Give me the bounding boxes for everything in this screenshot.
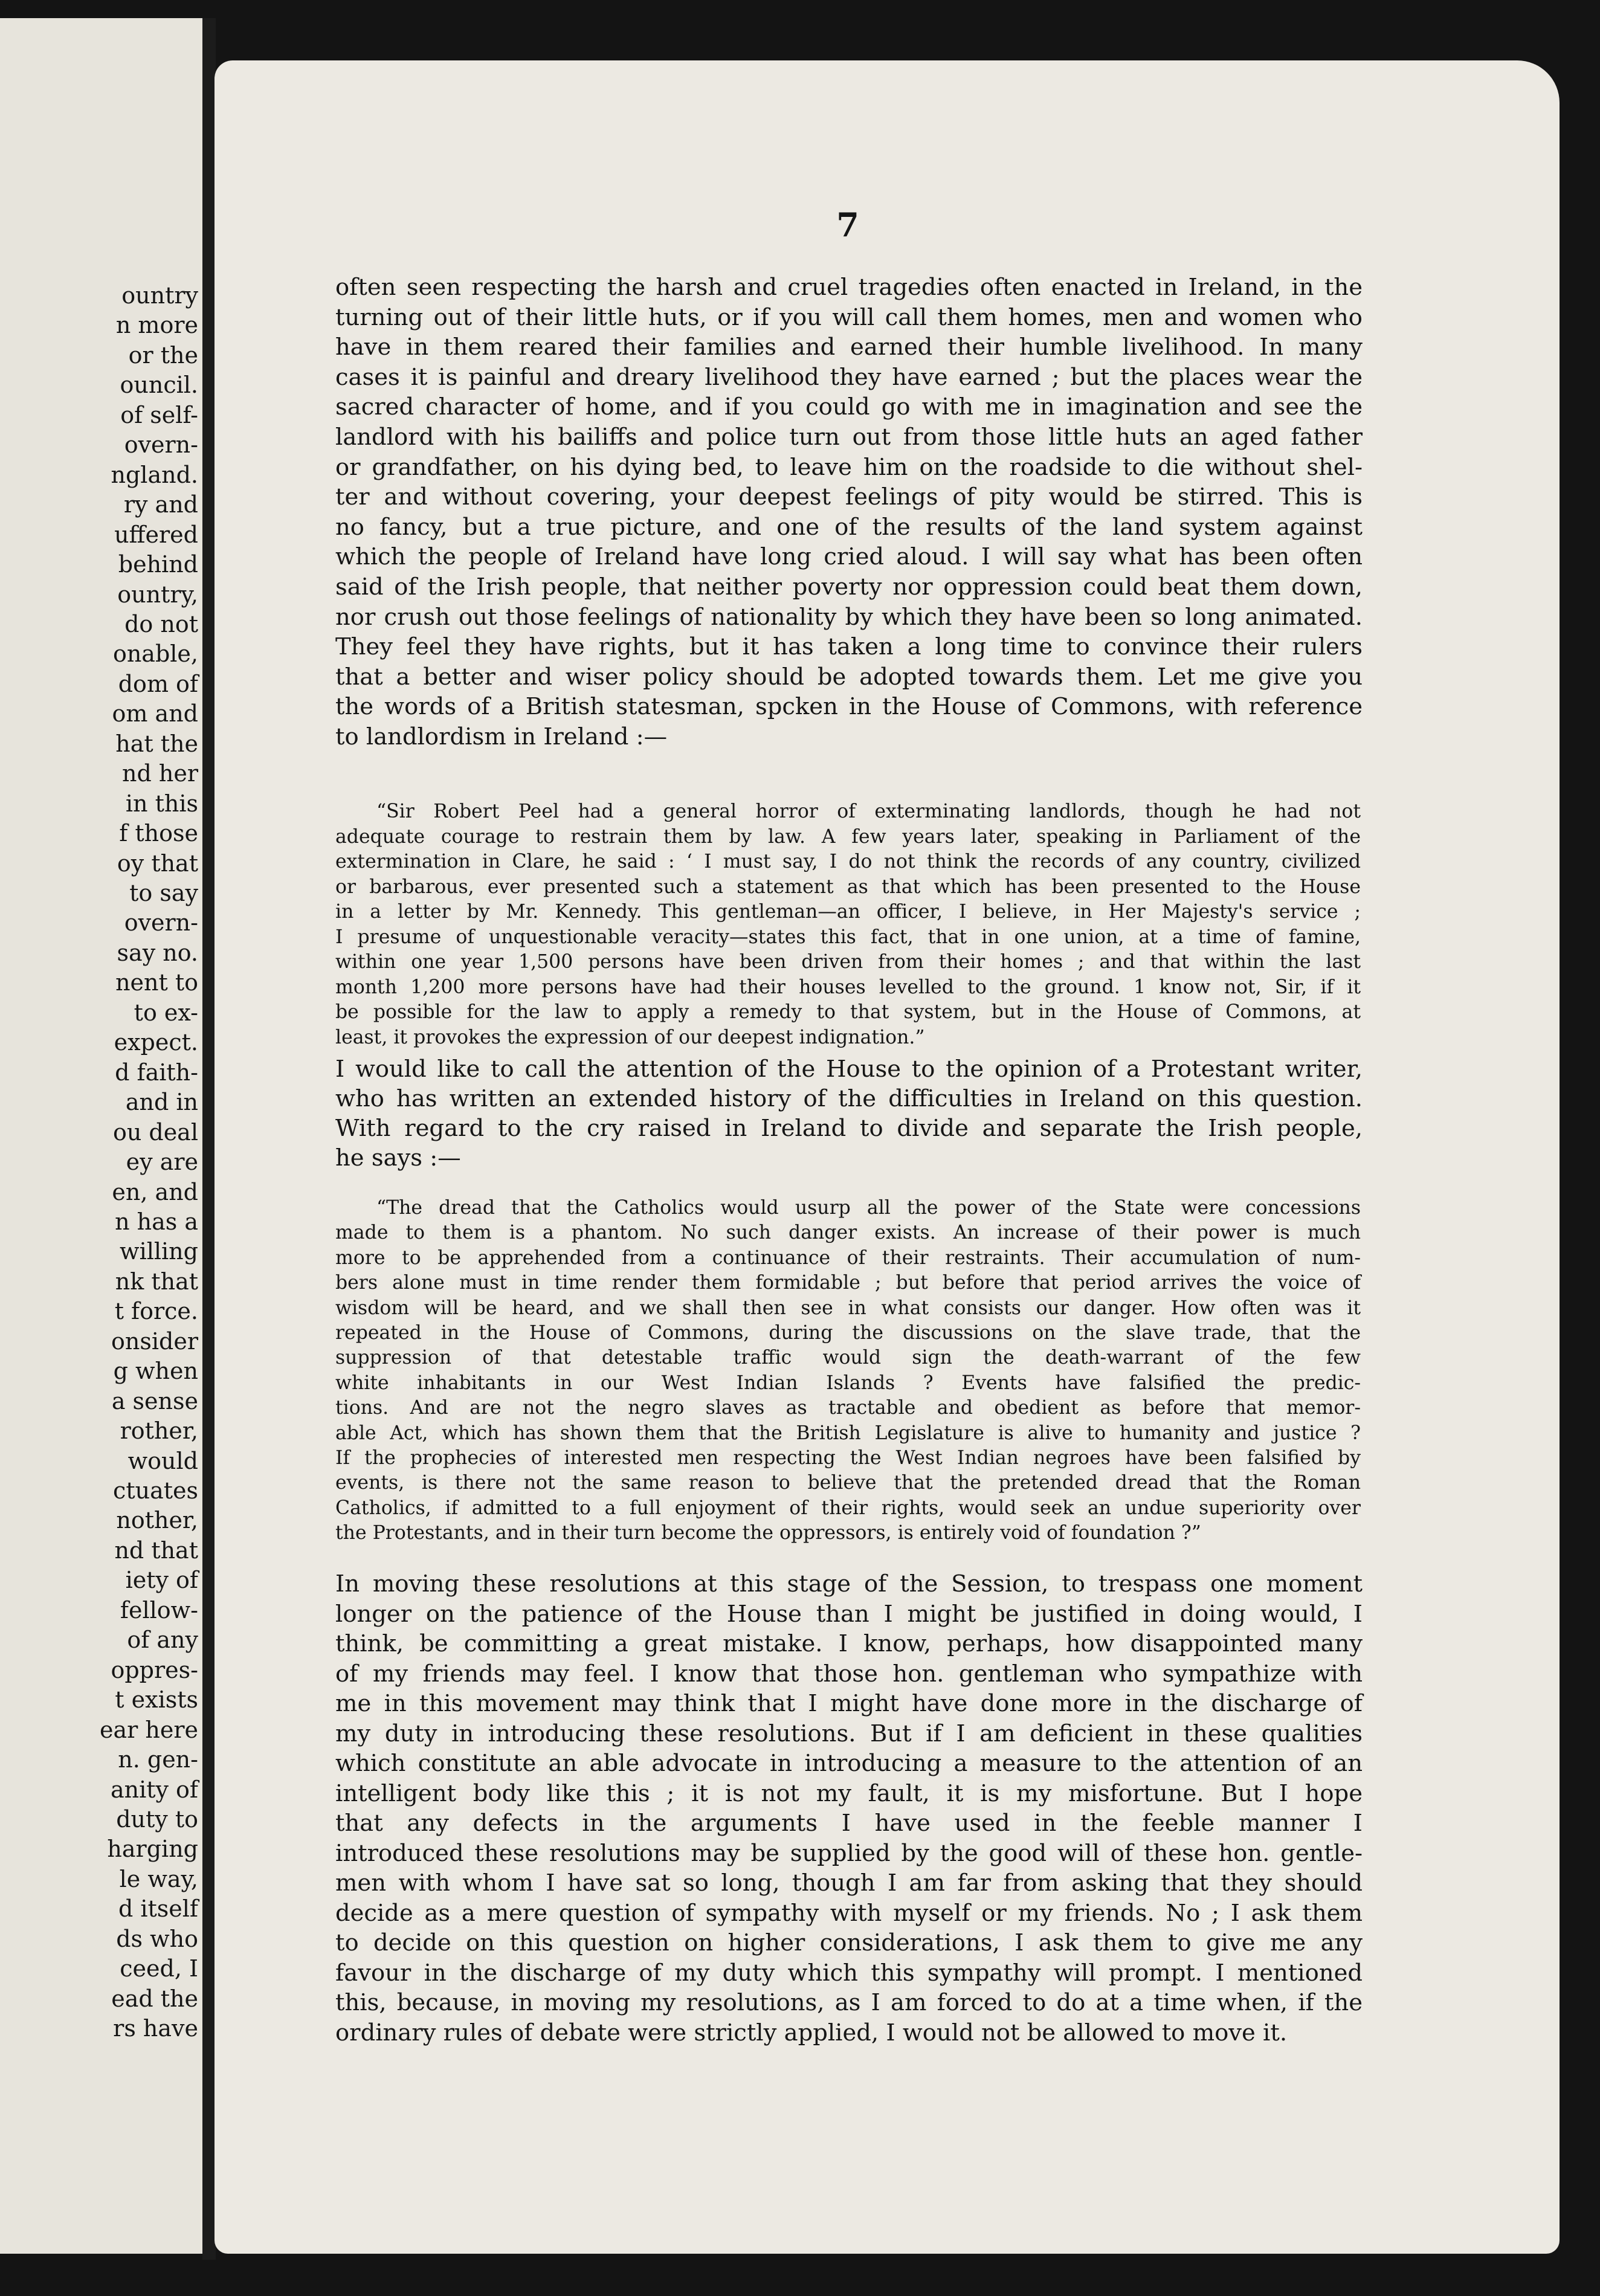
body-paragraph-line: They feel they have rights, but it has taken a long time to convince their rulers bbox=[335, 633, 1363, 661]
left-page-fragment: ds who bbox=[116, 1925, 198, 1952]
left-page-fragment: duty to bbox=[116, 1805, 198, 1833]
left-page-fragment: rs have bbox=[113, 2015, 198, 2042]
left-page-fragment: n. gen- bbox=[118, 1746, 198, 1773]
block-quote-line: able Act, which has shown them that the British Legislature is alive to humanity and justice ? bbox=[335, 1422, 1361, 1444]
block-quote-line: bers alone must in time render them formidable ; but before that period arrives the voice of bbox=[335, 1272, 1361, 1294]
block-quote-line: I presume of unquestionable veracity—states this fact, that in one union, at a time of famine, bbox=[335, 926, 1361, 948]
block-quote-line: be possible for the law to apply a remedy to that system, but in the House of Commons, at bbox=[335, 1001, 1361, 1023]
block-quote-line: made to them is a phantom. No such danger exists. An increase of their power is much bbox=[335, 1222, 1361, 1244]
body-paragraph-line: decide as a mere question of sympathy with myself or my friends. No ; I ask them bbox=[335, 1899, 1363, 1927]
left-page-fragment: ry and bbox=[123, 491, 198, 518]
left-page-fragment: nk that bbox=[115, 1268, 198, 1295]
block-quote-line: If the prophecies of interested men respecting the West Indian negroes have been falsified by bbox=[335, 1447, 1361, 1469]
left-page-fragment: overn- bbox=[124, 909, 198, 937]
body-paragraph-line: men with whom I have sat so long, though I am far from asking that they should bbox=[335, 1869, 1363, 1897]
left-page-fragment: nother, bbox=[116, 1507, 198, 1534]
body-paragraph-line: introduced these resolutions may be supplied by the good will of these hon. gentle- bbox=[335, 1839, 1363, 1867]
body-paragraph-line: longer on the patience of the House than I might be justified in doing would, I bbox=[335, 1600, 1363, 1628]
left-page-fragment: a sense bbox=[111, 1387, 198, 1414]
left-page-fragment: n more bbox=[115, 312, 198, 339]
left-page-fragment: willing bbox=[120, 1238, 198, 1265]
block-quote-line: more to be apprehended from a continuance of their restraints. Their accumulation of num- bbox=[335, 1246, 1361, 1269]
block-quote-line: suppression of that detestable traffic would sign the death-warrant of the few bbox=[335, 1347, 1361, 1369]
left-page-fragment: and in bbox=[125, 1089, 198, 1116]
left-page-fragment: g when bbox=[113, 1358, 198, 1385]
left-page-fragment: expect. bbox=[114, 1029, 198, 1056]
left-page-fragment: dom of bbox=[118, 670, 198, 697]
left-page-fragment: do not bbox=[124, 610, 198, 637]
block-quote-line: adequate courage to restrain them by law. A few years later, speaking in Parliament of the bbox=[335, 825, 1361, 848]
body-paragraph-line: I would like to call the attention of the House to the opinion of a Protestant writer, bbox=[335, 1056, 1363, 1083]
block-quote-line: “Sir Robert Peel had a general horror of exterminating landlords, though he had not bbox=[376, 801, 1361, 822]
body-paragraph-line: which constitute an able advocate in introducing a measure to the attention of an bbox=[335, 1750, 1363, 1777]
block-quote-line: within one year 1,500 persons have been driven from their homes ; and that within the last bbox=[335, 951, 1361, 973]
left-page-fragment: ngland. bbox=[111, 461, 198, 488]
page-number: 7 bbox=[836, 205, 859, 244]
body-paragraph-line: which the people of Ireland have long cried aloud. I will say what has been often bbox=[335, 543, 1363, 571]
left-page-fragment: n has a bbox=[115, 1208, 198, 1235]
body-paragraph-line: In moving these resolutions at this stage of the Session, to trespass one moment bbox=[335, 1570, 1363, 1598]
block-quote-line: the Protestants, and in their turn become the oppressors, is entirely void of foundation ?” bbox=[335, 1522, 1201, 1544]
left-page-fragment: ey are bbox=[126, 1149, 198, 1176]
body-paragraph-line: this, because, in moving my resolutions, as I am forced to do at a time when, if the bbox=[335, 1989, 1363, 2016]
block-quote-line: month 1,200 more persons have had their houses levelled to the ground. 1 know not, Sir, if it bbox=[335, 976, 1361, 998]
left-page-fragment: nd that bbox=[114, 1537, 198, 1564]
body-paragraph-line: favour in the discharge of my duty which this sympathy will prompt. I mentioned bbox=[335, 1959, 1363, 1987]
body-paragraph-line: to landlordism in Ireland :— bbox=[335, 723, 668, 750]
left-page-fragment: onsider bbox=[111, 1327, 198, 1355]
left-page-fragment: d faith- bbox=[115, 1059, 198, 1086]
body-paragraph-line: ter and without covering, your deepest feelings of pity would be stirred. This is bbox=[335, 483, 1363, 511]
block-quote-line: wisdom will be heard, and we shall then see in what consists our danger. How often was it bbox=[335, 1297, 1361, 1319]
body-paragraph-line: to decide on this question on higher considerations, I ask them to give me any bbox=[335, 1929, 1363, 1956]
left-page-fragment: ceed, I bbox=[120, 1955, 198, 1982]
block-quote-line: white inhabitants in our West Indian Islands ? Events have falsified the predic- bbox=[335, 1372, 1361, 1394]
left-page-fragment: overn- bbox=[124, 431, 198, 459]
body-paragraph-line: the words of a British statesman, spcken in the House of Commons, with reference bbox=[335, 693, 1363, 721]
body-paragraph-line: of my friends may feel. I know that those hon. gentleman who sympathize with bbox=[335, 1660, 1363, 1688]
left-page-fragment: fellow- bbox=[120, 1596, 198, 1624]
body-paragraph-line: that a better and wiser policy should be adopted towards them. Let me give you bbox=[335, 663, 1363, 691]
left-page-fragment: t force. bbox=[114, 1298, 198, 1325]
body-paragraph-line: cases it is painful and dreary livelihood they have earned ; but the places wear the bbox=[335, 363, 1363, 391]
left-page-fragment: to say bbox=[129, 880, 198, 906]
body-paragraph-line: often seen respecting the harsh and cruel tragedies often enacted in Ireland, in the bbox=[335, 274, 1363, 301]
left-page-fragment: anity of bbox=[110, 1776, 198, 1803]
body-paragraph-line: ordinary rules of debate were strictly applied, I would not be allowed to move it. bbox=[335, 2019, 1288, 2046]
left-page-fragment: harging bbox=[107, 1836, 198, 1863]
left-page-fragment: ctuates bbox=[113, 1477, 198, 1504]
block-quote-line: extermination in Clare, he said : ‘ I must say, I do not think the records of any country, civilized bbox=[335, 851, 1361, 872]
adjacent-left-page bbox=[0, 18, 205, 2254]
left-page-fragment: of any bbox=[127, 1627, 198, 1654]
left-page-fragment: in this bbox=[125, 790, 198, 817]
left-page-fragment: nent to bbox=[115, 969, 198, 996]
block-quote-line: Catholics, if admitted to a full enjoyment of their rights, would seek an undue superiority over bbox=[335, 1497, 1361, 1519]
left-page-fragment: oppres- bbox=[111, 1656, 198, 1683]
left-page-fragment: iety of bbox=[125, 1567, 198, 1594]
body-paragraph-line: sacred character of home, and if you could go with me in imagination and see the bbox=[335, 393, 1363, 421]
block-quote-line: events, is there not the same reason to believe that the pretended dread that the Roman bbox=[335, 1472, 1361, 1494]
body-paragraph-line: think, be committing a great mistake. I know, perhaps, how disappointed many bbox=[335, 1630, 1363, 1657]
left-page-fragment: ou deal bbox=[112, 1118, 198, 1146]
body-paragraph-line: or grandfather, on his dying bed, to leave him on the roadside to die without shel- bbox=[335, 453, 1363, 481]
block-quote-line: in a letter by Mr. Kennedy. This gentleman—an officer, I believe, in Her Majesty's service ; bbox=[335, 901, 1361, 923]
left-page-fragment: nd her bbox=[121, 760, 198, 787]
block-quote-line: least, it provokes the expression of our deepest indignation.” bbox=[335, 1026, 925, 1048]
left-page-fragment: ead the bbox=[111, 1985, 198, 2012]
body-paragraph-line: he says :— bbox=[335, 1144, 461, 1172]
block-quote-line: tions. And are not the negro slaves as tractable and obedient as before that memor- bbox=[335, 1397, 1361, 1419]
body-paragraph-line: that any defects in the arguments I have used in the feeble manner I bbox=[335, 1810, 1363, 1837]
body-paragraph-line: said of the Irish people, that neither poverty nor oppression could beat them down, bbox=[335, 573, 1363, 601]
left-page-fragment: ountry bbox=[121, 282, 198, 309]
left-page-fragment: le way, bbox=[119, 1865, 198, 1892]
left-page-fragment: say no. bbox=[117, 939, 198, 966]
left-page-fragment: would bbox=[127, 1447, 198, 1474]
body-paragraph-line: intelligent body like this ; it is not my fault, it is my misfortune. But I hope bbox=[335, 1779, 1363, 1807]
body-paragraph-line: nor crush out those feelings of nationality by which they have been so long animated. bbox=[335, 603, 1363, 631]
book-gutter bbox=[202, 18, 216, 2260]
left-page-fragment: hat the bbox=[115, 730, 198, 757]
body-paragraph-line: landlord with his bailiffs and police turn out from those little huts an aged father bbox=[335, 424, 1363, 451]
body-paragraph-line: have in them reared their families and earned their humble livelihood. In many bbox=[335, 334, 1363, 361]
left-page-fragment: oy that bbox=[117, 850, 198, 877]
left-page-fragment: rother, bbox=[120, 1417, 198, 1445]
left-page-fragment: or the bbox=[128, 341, 198, 369]
body-paragraph-line: me in this movement may think that I might have done more in the discharge of bbox=[335, 1690, 1363, 1717]
left-page-fragment: f those bbox=[119, 820, 198, 847]
left-page-fragment: behind bbox=[118, 551, 198, 578]
body-paragraph-line: no fancy, but a true picture, and one of the results of the land system against bbox=[335, 513, 1363, 541]
left-page-fragment: ountry, bbox=[117, 581, 198, 608]
body-paragraph-line: turning out of their little huts, or if you will call them homes, men and women who bbox=[335, 303, 1363, 331]
left-page-fragment: ear here bbox=[99, 1716, 198, 1743]
body-paragraph-line: who has written an extended history of the difficulties in Ireland on this question. bbox=[335, 1085, 1363, 1112]
block-quote-line: repeated in the House of Commons, during the discussions on the slave trade, that the bbox=[335, 1322, 1361, 1344]
left-page-fragment: to ex- bbox=[134, 999, 198, 1026]
body-paragraph-line: With regard to the cry raised in Ireland to divide and separate the Irish people, bbox=[335, 1115, 1363, 1142]
left-page-fragment: onable, bbox=[112, 640, 198, 668]
left-page-fragment: ouncil. bbox=[120, 372, 198, 399]
left-page-fragment: om and bbox=[112, 700, 198, 727]
body-paragraph-line: my duty in introducing these resolutions. But if I am deficient in these qualities bbox=[335, 1720, 1363, 1747]
left-page-fragment: t exists bbox=[115, 1686, 198, 1714]
left-page-fragment: of self- bbox=[120, 401, 198, 428]
left-page-fragment: uffered bbox=[114, 521, 198, 548]
block-quote-line: or barbarous, ever presented such a statement as that which has been presented to the House bbox=[335, 876, 1361, 898]
block-quote-line: “The dread that the Catholics would usurp all the power of the State were concessions bbox=[376, 1197, 1361, 1219]
left-page-fragment: d itself bbox=[118, 1895, 198, 1923]
left-page-fragment: en, and bbox=[112, 1178, 198, 1205]
